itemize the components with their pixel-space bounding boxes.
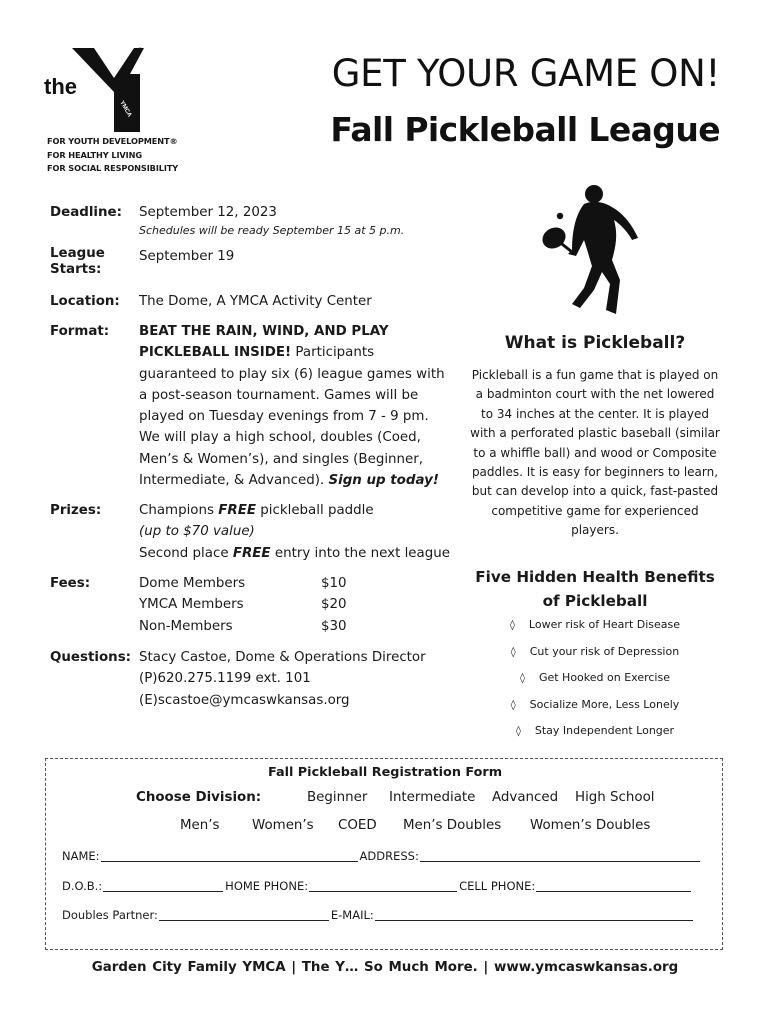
format-label: Format: (50, 324, 110, 339)
diamond-bullet-icon: ◊ (510, 700, 516, 711)
division-option-coed[interactable]: COED (338, 818, 377, 833)
division-option-intermediate[interactable]: Intermediate (389, 790, 476, 805)
phone-line (62, 879, 693, 893)
division-option-womens[interactable]: Women’s (252, 818, 314, 833)
address-label: ADDRESS: (359, 849, 419, 863)
what-is-body: Pickleball is a fun game that is played on a badminton court with the net lowered to 34 inches at the center. It is played with a perforated plastic baseball (similar to a whiffle ball) and wood or Composite paddles. It is easy for beginners to learn, but can develop into a quick, fast-pasted competitive game for experienced players. (470, 368, 720, 538)
benefits-title: Five Hidden Health Benefits of Pickleball (475, 568, 715, 610)
page-subtitle: Fall Pickleball League (330, 110, 720, 149)
starts-label: Starts: (50, 262, 102, 277)
deadline-value: September 12, 2023 (139, 205, 277, 220)
league-label: League (50, 246, 105, 261)
diamond-bullet-icon: ◊ (510, 647, 516, 658)
format-description: BEAT THE RAIN, WIND, AND PLAY PICKLEBALL INSIDE! Participants guaranteed to play six (6) league games with a post-season tournament. Games will be played on Tuesday evenings from 7 - 9 pm. We will play a high school, doubles (Coed, Men’s & Women’s), and singles (Beginner, Intermediate, & Advanced). Sign up today! (139, 324, 445, 489)
email-field[interactable] (375, 909, 693, 921)
deadline-label: Deadline: (50, 205, 122, 220)
footer: Garden City Family YMCA | The Y… So Much More. | www.ymcaswkansas.org (91, 960, 679, 975)
location-value: The Dome, A YMCA Activity Center (139, 294, 372, 309)
benefit-item: ◊ Lower risk of Heart Disease (509, 618, 681, 631)
page-title: GET YOUR GAME ON! (331, 52, 720, 95)
dob-label: D.O.B.: (62, 879, 103, 893)
dob-field[interactable] (103, 880, 223, 892)
logo-tagline: FOR YOUTH DEVELOPMENT® FOR HEALTHY LIVING FOR SOCIAL RESPONSIBILITY (47, 136, 179, 173)
logo-the-text: the (44, 74, 77, 99)
registration-form-title: Fall Pickleball Registration Form (267, 765, 503, 780)
contact-name: Stacy Castoe, Dome & Operations Director (139, 650, 426, 665)
cell-phone-field[interactable] (536, 880, 691, 892)
name-address-line (62, 849, 702, 863)
what-is-title: What is Pickleball? (504, 333, 686, 353)
contact-phone: (P)620.275.1199 ext. 101 (139, 671, 311, 687)
league-start-value: September 19 (139, 249, 235, 264)
choose-division-label: Choose Division: (136, 790, 262, 805)
prize-first: Champions FREE pickleball paddle (139, 503, 374, 518)
prize-second: Second place FREE entry into the next league (139, 545, 450, 561)
home-phone-label: HOME PHONE: (225, 879, 309, 893)
division-option-womens-doubles[interactable]: Women’s Doubles (530, 818, 651, 833)
diamond-bullet-icon: ◊ (509, 620, 515, 631)
home-phone-field[interactable] (309, 880, 457, 892)
fees-label: Fees: (50, 576, 91, 591)
ymca-y-mark-icon (44, 44, 184, 134)
fee-item: YMCA Members $20 (139, 597, 347, 613)
benefit-item: ◊ Cut your risk of Depression (510, 645, 680, 658)
benefit-item: ◊ Get Hooked on Exercise (520, 671, 670, 684)
fee-item: Dome Members $10 (139, 576, 347, 591)
location-label: Location: (50, 294, 120, 309)
deadline-note: Schedules will be ready September 15 at 5 p.m. (139, 224, 405, 238)
prize-first-note: (up to $70 value) (139, 524, 255, 540)
division-option-mens-doubles[interactable]: Men’s Doubles (403, 818, 502, 833)
sign-up-cta: Sign up today! (328, 473, 439, 489)
contact-email[interactable]: (E)scastoe@ymcaswkansas.org (139, 692, 350, 708)
address-field[interactable] (420, 850, 700, 862)
division-option-mens[interactable]: Men’s (180, 818, 220, 833)
cell-phone-label: CELL PHONE: (459, 879, 536, 893)
logo-ymca-text: YMCA (118, 100, 133, 119)
division-option-beginner[interactable]: Beginner (307, 790, 368, 805)
prizes-label: Prizes: (50, 503, 102, 518)
benefit-item: ◊ Stay Independent Longer (515, 724, 675, 737)
fee-item: Non-Members $30 (139, 618, 347, 634)
diamond-bullet-icon: ◊ (520, 673, 525, 684)
doubles-partner-field[interactable] (159, 909, 329, 921)
name-label: NAME: (62, 849, 100, 863)
email-label: E-MAIL: (330, 908, 374, 922)
doubles-partner-label: Doubles Partner: (62, 908, 158, 922)
pickleball-player-icon (532, 180, 642, 318)
benefit-item: ◊ Socialize More, Less Lonely (510, 698, 680, 711)
questions-label: Questions: (50, 650, 132, 665)
division-option-high-school[interactable]: High School (575, 790, 655, 805)
division-option-advanced[interactable]: Advanced (492, 790, 559, 805)
name-field[interactable] (101, 850, 358, 862)
partner-email-line (62, 908, 695, 922)
diamond-bullet-icon: ◊ (515, 726, 521, 737)
